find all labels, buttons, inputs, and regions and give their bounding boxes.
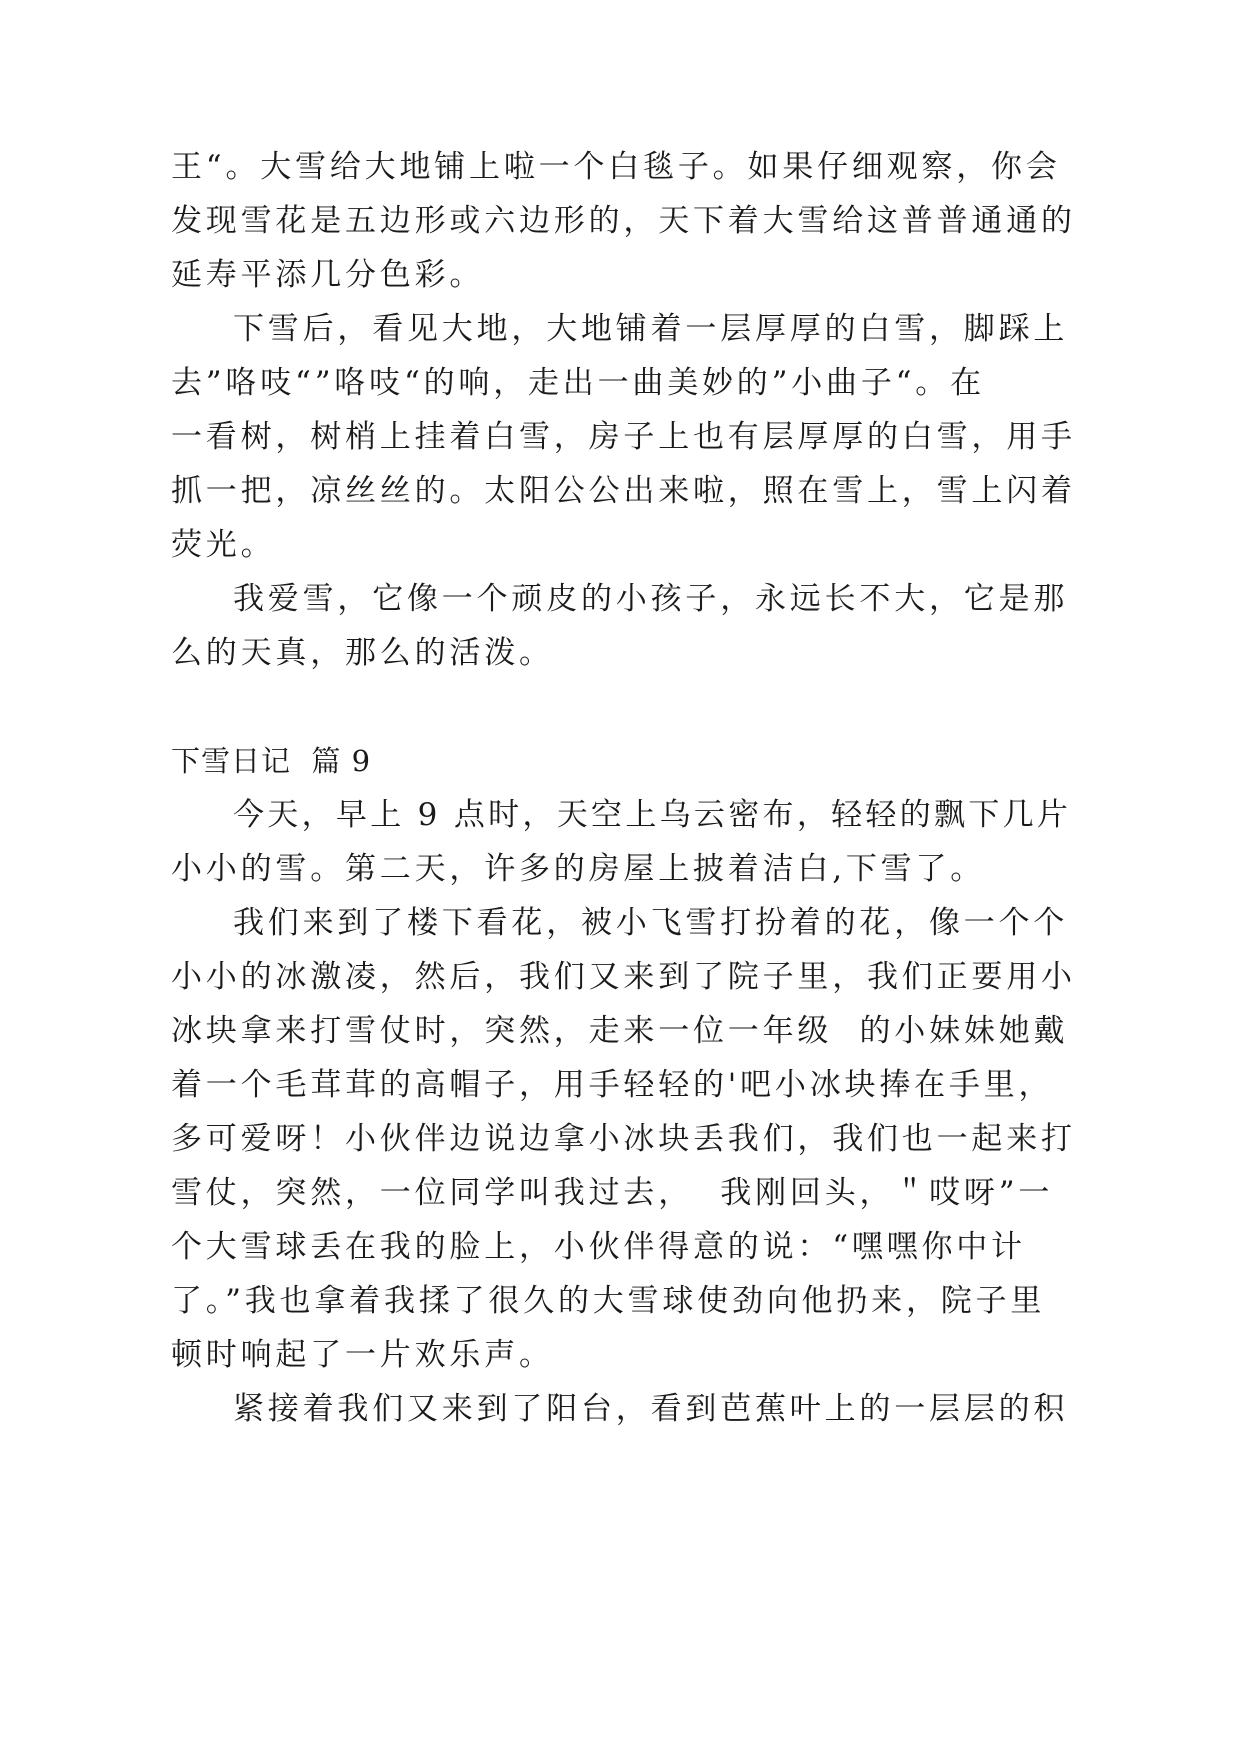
- paragraph-first-line: 今天，早上 9 点时，天空上乌云密布，轻轻的飘下几片: [233, 797, 1072, 833]
- text-line: 王“。大雪给大地铺上啦一个白毯子。如果仔细观察，你会: [171, 149, 1061, 185]
- text-line: 着一个毛茸茸的高帽子，用手轻轻的'吧小冰块捧在手里，: [171, 1067, 1054, 1103]
- paragraph-first-line: 我们来到了楼下看花，被小飞雪打扮着的花，像一个个: [233, 905, 1069, 941]
- paragraph-first-line: 我爱雪，它像一个顽皮的小孩子，永远长不大，它是那: [233, 581, 1069, 617]
- text-line: 小小的冰激凌，然后，我们又来到了院子里，我们正要用小: [171, 959, 1076, 995]
- paragraph-first-line: 下雪后，看见大地，大地铺着一层厚厚的白雪，脚踩上: [233, 311, 1069, 347]
- text-line: 了。”我也拿着我揉了很久的大雪球使劲向他扔来，院子里: [171, 1283, 1046, 1319]
- text-line: 抓一把，凉丝丝的。太阳公公出来啦，照在雪上，雪上闪着: [171, 473, 1076, 509]
- text-line: 冰块拿来打雪仗时，突然，走来一位一年级 的小妹妹她戴: [171, 1013, 1069, 1049]
- section-heading: 下雪日记 篇 9: [171, 744, 372, 778]
- text-line: 一看树，树梢上挂着白雪，房子上也有层厚厚的白雪，用手: [171, 419, 1076, 455]
- text-line: 顿时响起了一片欢乐声。: [171, 1337, 554, 1373]
- text-line: 发现雪花是五边形或六边形的，天下着大雪给这普普通通的: [171, 203, 1076, 239]
- paragraph-first-line: 紧接着我们又来到了阳台，看到芭蕉叶上的一层层的积: [233, 1391, 1069, 1427]
- text-line: 荧光。: [171, 527, 276, 563]
- text-line: 延寿平添几分色彩。: [171, 257, 485, 293]
- text-line: 雪仗，突然，一位同学叫我过去， 我刚回头，＂哎呀”一: [171, 1175, 1054, 1211]
- text-line: 小小的雪。第二天，许多的房屋上披着洁白,下雪了。: [171, 851, 986, 887]
- text-line: 么的天真，那么的活泼。: [171, 635, 554, 671]
- text-line: 多可爱呀！小伙伴边说边拿小冰块丢我们，我们也一起来打: [171, 1121, 1076, 1157]
- text-line: 个大雪球丢在我的脸上，小伙伴得意的说：“嘿嘿你中计: [171, 1229, 1026, 1265]
- text-line: 去”咯吱“”咯吱“的响，走出一曲美妙的”小曲子“。在: [171, 365, 985, 401]
